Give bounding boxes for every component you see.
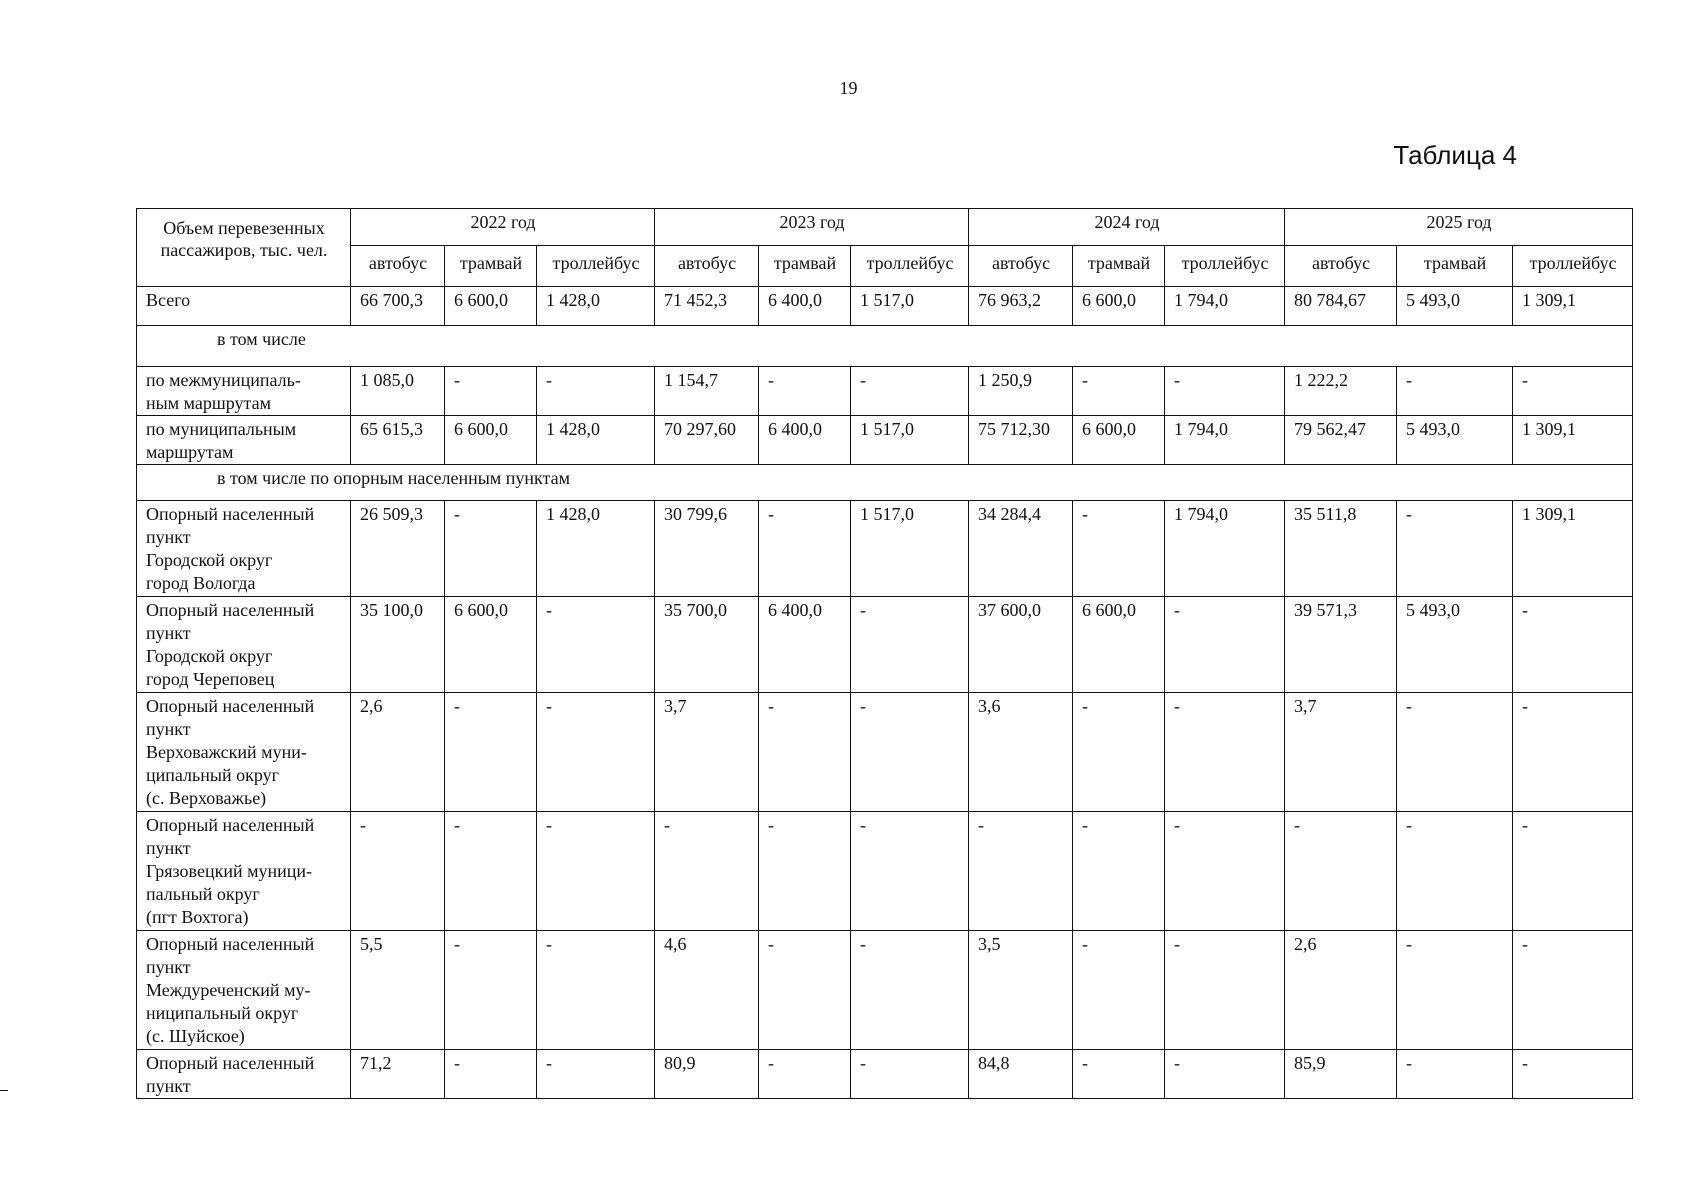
table-row-shuyskoye [137,931,1633,1050]
row-label: Опорный населенный пункт Городской округ город Череповец [137,597,351,693]
row-label: Опорный населенный пункт Городской округ город Вологда [137,501,351,597]
table-cell: - [1513,931,1633,1050]
table-cell: 35 511,8 [1285,501,1397,597]
table-cell: 5 493,0 [1397,416,1513,465]
header-mode-bus: автобус [655,246,759,287]
header-mode-bus: автобус [969,246,1073,287]
table-row-section-including [137,326,1633,367]
table-cell: - [1397,931,1513,1050]
table-row-municipal [137,416,1633,465]
table-cell: - [851,931,969,1050]
table-cell: 1 250,9 [969,367,1073,416]
table-cell: - [1073,693,1165,812]
table-cell: 37 600,0 [969,597,1073,693]
table-cell: - [537,693,655,812]
table-cell: - [1165,812,1285,931]
header-label: Объем перевезенных пассажиров, тыс. чел. [137,209,351,287]
table-cell: 80,9 [655,1050,759,1099]
section-label: в том числе по опорным населенным пунктам [137,465,1633,501]
table-cell: 65 615,3 [351,416,445,465]
table-cell: 1 428,0 [537,501,655,597]
header-year-2024: 2024 год [969,209,1285,246]
table-cell: - [1165,1050,1285,1099]
table-cell: 6 600,0 [1073,287,1165,326]
table-cell: 3,6 [969,693,1073,812]
table-cell: 39 571,3 [1285,597,1397,693]
table-cell: - [537,812,655,931]
table-cell: 1 517,0 [851,501,969,597]
table-cell: - [759,367,851,416]
table-cell: - [1073,501,1165,597]
row-label: Всего [137,287,351,326]
table-cell: 75 712,30 [969,416,1073,465]
table-cell: 3,7 [655,693,759,812]
header-year-2022: 2022 год [351,209,655,246]
table-cell: - [1073,367,1165,416]
table-cell: - [759,1050,851,1099]
table-cell: 5 493,0 [1397,287,1513,326]
table-cell: 1 309,1 [1513,501,1633,597]
table-row-intermunicipal [137,367,1633,416]
table-cell: 1 085,0 [351,367,445,416]
table-cell: 71,2 [351,1050,445,1099]
table-cell: 6 400,0 [759,416,851,465]
table-cell: - [851,812,969,931]
table-cell: 84,8 [969,1050,1073,1099]
section-label: в том числе [137,326,1633,367]
table-cell: - [851,597,969,693]
table-cell: 79 562,47 [1285,416,1397,465]
header-mode-tram: трамвай [759,246,851,287]
row-label: Опорный населенный пункт Верховажский муни- ципальный округ (с. Верховажье) [137,693,351,812]
table-cell: - [445,812,537,931]
table-cell: 35 100,0 [351,597,445,693]
table-cell: 6 600,0 [1073,597,1165,693]
table-cell: - [537,931,655,1050]
table-cell: 5,5 [351,931,445,1050]
table-row-total [137,287,1633,326]
row-label: Опорный населенный пункт Междуреченский му- ниципальный округ (с. Шуйское) [137,931,351,1050]
table-cell: - [1165,597,1285,693]
table-cell: 6 400,0 [759,287,851,326]
table-cell: - [537,1050,655,1099]
header-mode-tram: трамвай [1073,246,1165,287]
table-cell: 1 428,0 [537,416,655,465]
table-cell: 6 600,0 [1073,416,1165,465]
table-cell: - [1513,1050,1633,1099]
table-row-vologda [137,501,1633,597]
page-number: 19 [839,78,858,98]
table-cell: - [445,1050,537,1099]
table-cell: 6 600,0 [445,287,537,326]
table-cell: - [537,597,655,693]
header-mode-bus: автобус [1285,246,1397,287]
table-cell: - [759,931,851,1050]
row-label: Опорный населенный пункт [137,1050,351,1099]
table-cell: - [851,693,969,812]
table-cell: 4,6 [655,931,759,1050]
table-cell: - [759,501,851,597]
table-cell: 66 700,3 [351,287,445,326]
table-row-verkhovazhye [137,693,1633,812]
table-cell: 3,7 [1285,693,1397,812]
table-cell: - [969,812,1073,931]
table-cell: - [537,367,655,416]
table-row-last [137,1050,1633,1099]
row-label: Опорный населенный пункт Грязовецкий муници- пальный округ (пгт Вохтога) [137,812,351,931]
table-row-cherepovets [137,597,1633,693]
table-cell: 85,9 [1285,1050,1397,1099]
margin-mark [0,1090,8,1091]
table-cell: - [1073,931,1165,1050]
table-cell: - [445,931,537,1050]
table-cell: 30 799,6 [655,501,759,597]
table-cell: 80 784,67 [1285,287,1397,326]
table-cell: 34 284,4 [969,501,1073,597]
table-cell: - [1073,1050,1165,1099]
table-cell: - [1513,597,1633,693]
table-cell: 2,6 [351,693,445,812]
table-cell: 1 309,1 [1513,287,1633,326]
table-cell: - [1513,693,1633,812]
table-cell: - [851,367,969,416]
table-cell: 76 963,2 [969,287,1073,326]
header-mode-tram: трамвай [1397,246,1513,287]
table-cell: - [851,1050,969,1099]
table-cell: 1 428,0 [537,287,655,326]
table-cell: - [445,693,537,812]
table-cell: 1 517,0 [851,287,969,326]
table-cell: - [1073,812,1165,931]
table-cell: 1 222,2 [1285,367,1397,416]
table-cell: - [759,812,851,931]
passenger-volume-table [136,208,1633,1099]
table-cell: - [1165,931,1285,1050]
table-cell: - [759,693,851,812]
header-year-2023: 2023 год [655,209,969,246]
table-cell: 3,5 [969,931,1073,1050]
table-row-vokhtoga [137,812,1633,931]
table-cell: 1 517,0 [851,416,969,465]
table-cell: - [445,501,537,597]
table-cell: - [1513,812,1633,931]
table-cell: - [1397,693,1513,812]
table-cell: - [1397,812,1513,931]
header-mode-tram: трамвай [445,246,537,287]
table-cell: 2,6 [1285,931,1397,1050]
table-cell: - [351,812,445,931]
table-cell: - [655,812,759,931]
table-caption: Таблица 4 [1393,140,1517,170]
table-cell: 6 600,0 [445,416,537,465]
header-mode-bus: автобус [351,246,445,287]
table-cell: 35 700,0 [655,597,759,693]
table-cell: 70 297,60 [655,416,759,465]
table-cell: 1 154,7 [655,367,759,416]
table-cell: - [1165,693,1285,812]
table-cell: 5 493,0 [1397,597,1513,693]
row-label: по межмуниципаль- ным маршрутам [137,367,351,416]
table-cell: 1 794,0 [1165,501,1285,597]
table-row-section-support-settlements [137,465,1633,501]
header-year-2025: 2025 год [1285,209,1633,246]
table-cell: 1 794,0 [1165,416,1285,465]
table-cell: 1 794,0 [1165,287,1285,326]
table-cell: 26 509,3 [351,501,445,597]
header-mode-trolleybus: троллейбус [851,246,969,287]
header-mode-trolleybus: троллейбус [1513,246,1633,287]
table-cell: - [1513,367,1633,416]
table-cell: - [1397,501,1513,597]
table-cell: - [1165,367,1285,416]
table-cell: - [1285,812,1397,931]
header-mode-trolleybus: троллейбус [537,246,655,287]
table-cell: - [445,367,537,416]
table-cell: - [1397,1050,1513,1099]
table-cell: 1 309,1 [1513,416,1633,465]
table-cell: - [1397,367,1513,416]
table-cell: 6 400,0 [759,597,851,693]
header-mode-trolleybus: троллейбус [1165,246,1285,287]
row-label: по муниципальным маршрутам [137,416,351,465]
table-cell: 71 452,3 [655,287,759,326]
table-cell: 6 600,0 [445,597,537,693]
